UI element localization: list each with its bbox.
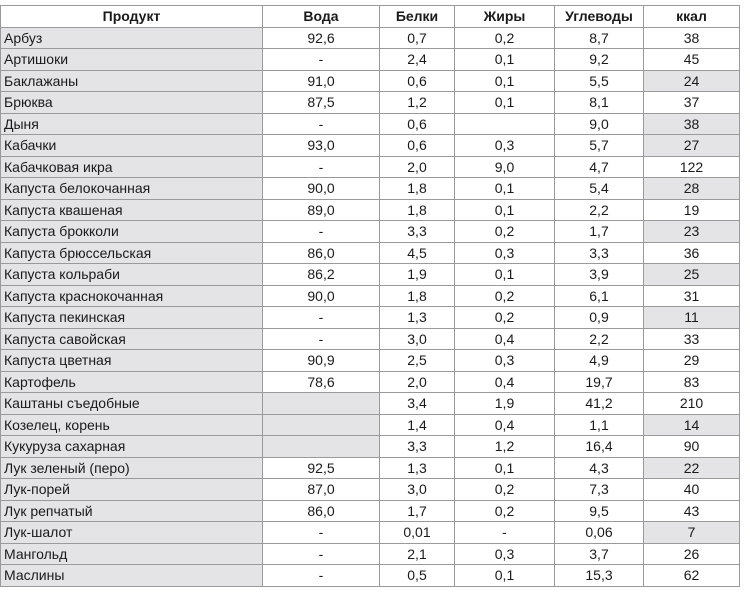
carbs-value: 4,7 bbox=[555, 156, 644, 178]
protein-value: 3,3 bbox=[380, 436, 455, 458]
fat-value: 0,1 bbox=[455, 457, 555, 479]
table-row bbox=[1, 264, 740, 286]
fat-value: 0,4 bbox=[455, 328, 555, 350]
protein-value: 4,5 bbox=[380, 242, 455, 264]
product-name: Каштаны съедобные bbox=[1, 393, 263, 415]
product-name: Маслины bbox=[1, 565, 263, 587]
carbs-value: 9,5 bbox=[555, 500, 644, 522]
protein-value: 1,8 bbox=[380, 178, 455, 200]
fat-value: 0,3 bbox=[455, 135, 555, 157]
kcal-value: 29 bbox=[644, 350, 740, 372]
table-row bbox=[1, 221, 740, 243]
kcal-value: 40 bbox=[644, 479, 740, 501]
fat-value: 0,2 bbox=[455, 27, 555, 49]
water-value bbox=[263, 414, 380, 436]
header-carbs: Углеводы bbox=[555, 6, 644, 28]
kcal-value: 83 bbox=[644, 371, 740, 393]
fat-value: 0,1 bbox=[455, 49, 555, 71]
table-row bbox=[1, 156, 740, 178]
carbs-value: 0,06 bbox=[555, 522, 644, 544]
protein-value: 1,8 bbox=[380, 199, 455, 221]
fat-value: 0,3 bbox=[455, 350, 555, 372]
product-name: Капуста брюссельская bbox=[1, 242, 263, 264]
fat-value bbox=[455, 113, 555, 135]
table-row bbox=[1, 113, 740, 135]
water-value: - bbox=[263, 49, 380, 71]
carbs-value: 3,9 bbox=[555, 264, 644, 286]
fat-value: 1,2 bbox=[455, 436, 555, 458]
protein-value: 0,6 bbox=[380, 135, 455, 157]
table-row bbox=[1, 414, 740, 436]
fat-value: 0,4 bbox=[455, 414, 555, 436]
product-name: Кабачковая икра bbox=[1, 156, 263, 178]
carbs-value: 5,7 bbox=[555, 135, 644, 157]
table-row bbox=[1, 49, 740, 71]
product-name: Лук-шалот bbox=[1, 522, 263, 544]
kcal-value: 62 bbox=[644, 565, 740, 587]
water-value: - bbox=[263, 565, 380, 587]
water-value: 93,0 bbox=[263, 135, 380, 157]
protein-value: 1,9 bbox=[380, 264, 455, 286]
kcal-value: 24 bbox=[644, 70, 740, 92]
header-kcal: ккал bbox=[644, 6, 740, 28]
fat-value: 0,3 bbox=[455, 543, 555, 565]
fat-value: 0,2 bbox=[455, 307, 555, 329]
table-row bbox=[1, 350, 740, 372]
header-fat: Жиры bbox=[455, 6, 555, 28]
product-name: Капуста кольраби bbox=[1, 264, 263, 286]
carbs-value: 41,2 bbox=[555, 393, 644, 415]
carbs-value: 15,3 bbox=[555, 565, 644, 587]
table-row bbox=[1, 328, 740, 350]
product-name: Дыня bbox=[1, 113, 263, 135]
product-name: Кукуруза сахарная bbox=[1, 436, 263, 458]
carbs-value: 5,5 bbox=[555, 70, 644, 92]
fat-value: - bbox=[455, 522, 555, 544]
product-name: Баклажаны bbox=[1, 70, 263, 92]
fat-value: 0,1 bbox=[455, 565, 555, 587]
product-name: Картофель bbox=[1, 371, 263, 393]
product-name: Лук-порей bbox=[1, 479, 263, 501]
kcal-value: 90 bbox=[644, 436, 740, 458]
kcal-value: 26 bbox=[644, 543, 740, 565]
water-value: - bbox=[263, 522, 380, 544]
water-value: 87,0 bbox=[263, 479, 380, 501]
fat-value: 0,2 bbox=[455, 500, 555, 522]
protein-value: 0,5 bbox=[380, 565, 455, 587]
fat-value: 9,0 bbox=[455, 156, 555, 178]
table-row bbox=[1, 307, 740, 329]
table-row bbox=[1, 135, 740, 157]
fat-value: 0,1 bbox=[455, 178, 555, 200]
product-name: Капуста белокочанная bbox=[1, 178, 263, 200]
fat-value: 0,4 bbox=[455, 371, 555, 393]
product-name: Капуста цветная bbox=[1, 350, 263, 372]
water-value: 90,9 bbox=[263, 350, 380, 372]
table-row bbox=[1, 178, 740, 200]
protein-value: 1,8 bbox=[380, 285, 455, 307]
protein-value: 1,7 bbox=[380, 500, 455, 522]
water-value bbox=[263, 436, 380, 458]
water-value: - bbox=[263, 221, 380, 243]
kcal-value: 122 bbox=[644, 156, 740, 178]
protein-value: 2,4 bbox=[380, 49, 455, 71]
table-row bbox=[1, 522, 740, 544]
kcal-value: 19 bbox=[644, 199, 740, 221]
fat-value: 0,2 bbox=[455, 221, 555, 243]
kcal-value: 7 bbox=[644, 522, 740, 544]
water-value: - bbox=[263, 156, 380, 178]
carbs-value: 7,3 bbox=[555, 479, 644, 501]
protein-value: 0,6 bbox=[380, 70, 455, 92]
protein-value: 1,3 bbox=[380, 307, 455, 329]
header-water: Вода bbox=[263, 6, 380, 28]
kcal-value: 25 bbox=[644, 264, 740, 286]
carbs-value: 3,3 bbox=[555, 242, 644, 264]
fat-value: 0,1 bbox=[455, 92, 555, 114]
water-value: - bbox=[263, 328, 380, 350]
product-name: Капуста брокколи bbox=[1, 221, 263, 243]
kcal-value: 11 bbox=[644, 307, 740, 329]
fat-value: 0,1 bbox=[455, 199, 555, 221]
fat-value: 0,1 bbox=[455, 264, 555, 286]
carbs-value: 19,7 bbox=[555, 371, 644, 393]
protein-value: 3,0 bbox=[380, 328, 455, 350]
table-row bbox=[1, 436, 740, 458]
table-row bbox=[1, 500, 740, 522]
water-value: 89,0 bbox=[263, 199, 380, 221]
kcal-value: 31 bbox=[644, 285, 740, 307]
table-row bbox=[1, 70, 740, 92]
table-row bbox=[1, 457, 740, 479]
kcal-value: 43 bbox=[644, 500, 740, 522]
water-value: 92,6 bbox=[263, 27, 380, 49]
protein-value: 2,1 bbox=[380, 543, 455, 565]
water-value: - bbox=[263, 307, 380, 329]
kcal-value: 28 bbox=[644, 178, 740, 200]
protein-value: 2,0 bbox=[380, 371, 455, 393]
carbs-value: 0,9 bbox=[555, 307, 644, 329]
protein-value: 0,6 bbox=[380, 113, 455, 135]
water-value: 78,6 bbox=[263, 371, 380, 393]
table-body bbox=[1, 27, 740, 586]
kcal-value: 36 bbox=[644, 242, 740, 264]
protein-value: 2,5 bbox=[380, 350, 455, 372]
kcal-value: 33 bbox=[644, 328, 740, 350]
table-row bbox=[1, 543, 740, 565]
protein-value: 3,3 bbox=[380, 221, 455, 243]
water-value: 86,2 bbox=[263, 264, 380, 286]
carbs-value: 9,2 bbox=[555, 49, 644, 71]
product-name: Арбуз bbox=[1, 27, 263, 49]
water-value: 90,0 bbox=[263, 178, 380, 200]
product-name: Мангольд bbox=[1, 543, 263, 565]
header-row bbox=[1, 6, 740, 28]
carbs-value: 4,3 bbox=[555, 457, 644, 479]
carbs-value: 3,7 bbox=[555, 543, 644, 565]
carbs-value: 16,4 bbox=[555, 436, 644, 458]
carbs-value: 6,1 bbox=[555, 285, 644, 307]
kcal-value: 38 bbox=[644, 113, 740, 135]
kcal-value: 37 bbox=[644, 92, 740, 114]
carbs-value: 8,1 bbox=[555, 92, 644, 114]
water-value: 86,0 bbox=[263, 500, 380, 522]
water-value: 87,5 bbox=[263, 92, 380, 114]
carbs-value: 4,9 bbox=[555, 350, 644, 372]
protein-value: 3,0 bbox=[380, 479, 455, 501]
table-row bbox=[1, 565, 740, 587]
carbs-value: 1,7 bbox=[555, 221, 644, 243]
water-value: 91,0 bbox=[263, 70, 380, 92]
carbs-value: 5,4 bbox=[555, 178, 644, 200]
protein-value: 0,01 bbox=[380, 522, 455, 544]
nutrition-table bbox=[0, 5, 740, 587]
kcal-value: 14 bbox=[644, 414, 740, 436]
product-name: Капуста квашеная bbox=[1, 199, 263, 221]
fat-value: 1,9 bbox=[455, 393, 555, 415]
carbs-value: 2,2 bbox=[555, 328, 644, 350]
table-row bbox=[1, 27, 740, 49]
protein-value: 1,4 bbox=[380, 414, 455, 436]
protein-value: 1,3 bbox=[380, 457, 455, 479]
table-row bbox=[1, 371, 740, 393]
kcal-value: 38 bbox=[644, 27, 740, 49]
product-name: Капуста пекинская bbox=[1, 307, 263, 329]
product-name: Капуста савойская bbox=[1, 328, 263, 350]
product-name: Лук зеленый (перо) bbox=[1, 457, 263, 479]
carbs-value: 1,1 bbox=[555, 414, 644, 436]
header-protein: Белки bbox=[380, 6, 455, 28]
table-row bbox=[1, 199, 740, 221]
kcal-value: 22 bbox=[644, 457, 740, 479]
fat-value: 0,2 bbox=[455, 479, 555, 501]
protein-value: 3,4 bbox=[380, 393, 455, 415]
product-name: Козелец, корень bbox=[1, 414, 263, 436]
product-name: Капуста краснокочанная bbox=[1, 285, 263, 307]
table-row bbox=[1, 242, 740, 264]
product-name: Брюква bbox=[1, 92, 263, 114]
carbs-value: 9,0 bbox=[555, 113, 644, 135]
water-value: - bbox=[263, 543, 380, 565]
water-value: - bbox=[263, 113, 380, 135]
table-row bbox=[1, 285, 740, 307]
water-value: 90,0 bbox=[263, 285, 380, 307]
table-header bbox=[1, 6, 740, 28]
table-row bbox=[1, 92, 740, 114]
product-name: Кабачки bbox=[1, 135, 263, 157]
water-value: 86,0 bbox=[263, 242, 380, 264]
water-value: 92,5 bbox=[263, 457, 380, 479]
kcal-value: 45 bbox=[644, 49, 740, 71]
fat-value: 0,3 bbox=[455, 242, 555, 264]
water-value bbox=[263, 393, 380, 415]
protein-value: 2,0 bbox=[380, 156, 455, 178]
product-name: Лук репчатый bbox=[1, 500, 263, 522]
protein-value: 0,7 bbox=[380, 27, 455, 49]
kcal-value: 27 bbox=[644, 135, 740, 157]
kcal-value: 210 bbox=[644, 393, 740, 415]
header-product: Продукт bbox=[1, 6, 263, 28]
kcal-value: 23 bbox=[644, 221, 740, 243]
carbs-value: 2,2 bbox=[555, 199, 644, 221]
carbs-value: 8,7 bbox=[555, 27, 644, 49]
table-row bbox=[1, 479, 740, 501]
fat-value: 0,1 bbox=[455, 70, 555, 92]
product-name: Артишоки bbox=[1, 49, 263, 71]
fat-value: 0,2 bbox=[455, 285, 555, 307]
protein-value: 1,2 bbox=[380, 92, 455, 114]
table-row bbox=[1, 393, 740, 415]
